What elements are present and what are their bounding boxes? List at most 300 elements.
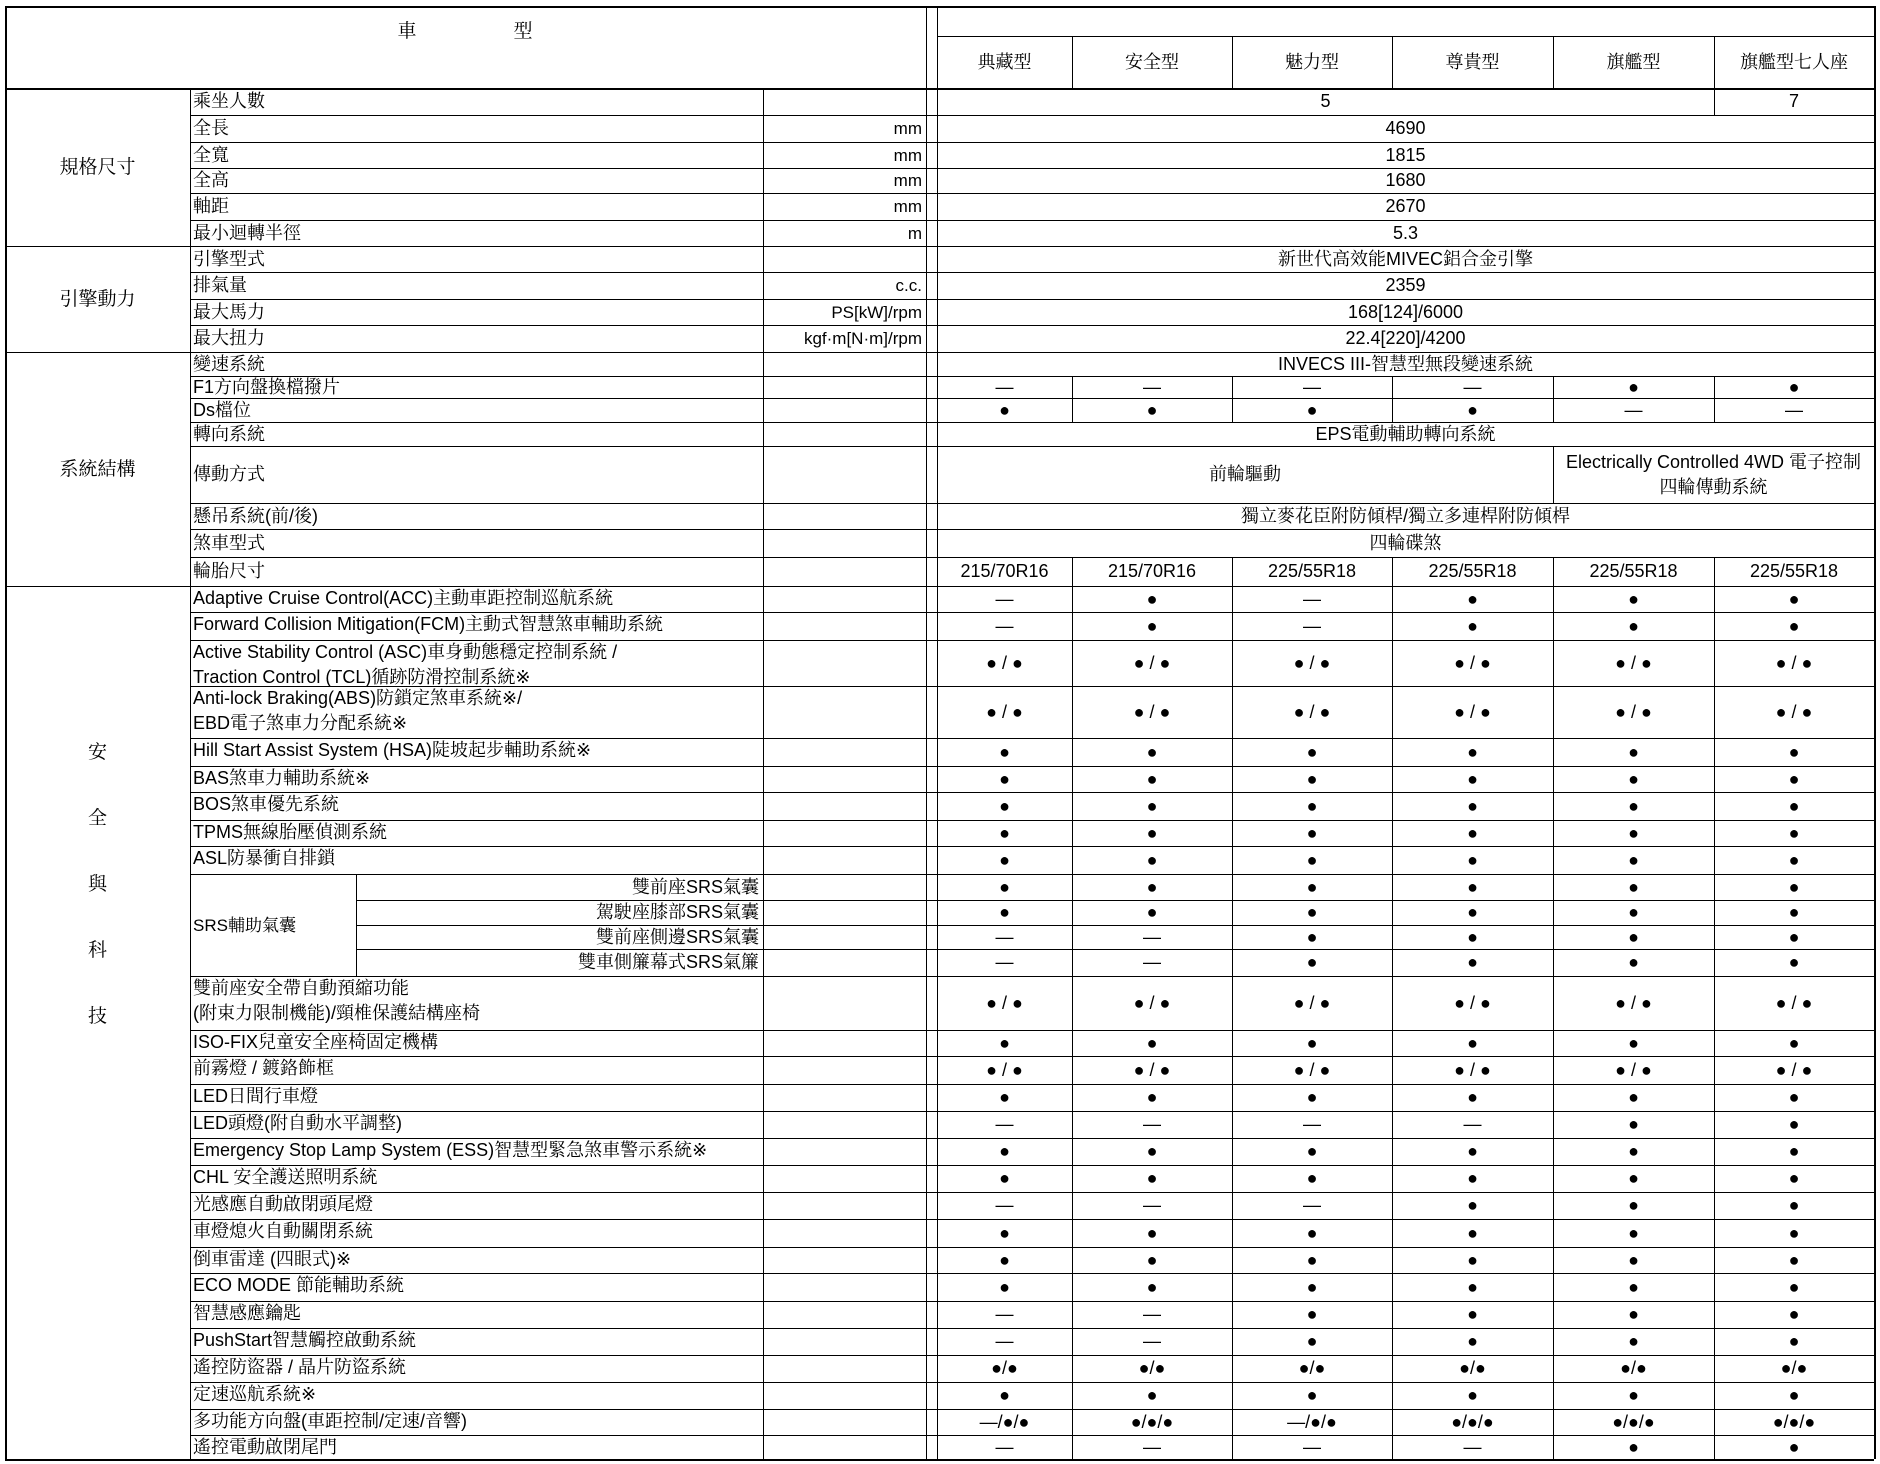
value-cell: ● bbox=[1628, 876, 1639, 897]
value-cell: ● bbox=[1628, 1195, 1639, 1215]
value-cell: ● bbox=[1788, 849, 1800, 870]
value-cell: ● / ● bbox=[1133, 701, 1171, 722]
rule-h bbox=[190, 1084, 1874, 1085]
value-cell: ● bbox=[1146, 768, 1158, 789]
value-cell: ● bbox=[1788, 926, 1800, 947]
value-cell: ● / ● bbox=[1454, 992, 1491, 1013]
value-cell: ● bbox=[1146, 399, 1158, 420]
value-cell: — bbox=[1303, 588, 1321, 609]
rule-h bbox=[5, 586, 1874, 587]
text-line: ASL防暴衝自排鎖 bbox=[193, 848, 336, 868]
rule-h bbox=[190, 612, 1874, 613]
feature-name bbox=[190, 1219, 763, 1247]
value-cell: ● bbox=[1467, 1331, 1478, 1351]
value-cell: ● bbox=[1788, 1141, 1800, 1161]
text-line: LED日間行車燈 bbox=[193, 1086, 319, 1106]
value-cell-span: Electrically Controlled 4WD 電子控制四輪傳動系統 bbox=[1565, 451, 1862, 497]
rule-v bbox=[763, 352, 764, 586]
value-cell: ● bbox=[1628, 1114, 1639, 1134]
rule-v bbox=[190, 88, 191, 1459]
feature-name bbox=[190, 640, 763, 686]
rule-v bbox=[1553, 557, 1554, 586]
spec-name: Ds檔位 bbox=[193, 399, 251, 420]
value-cell: ● bbox=[1467, 822, 1478, 843]
value-cell: ● / ● bbox=[1454, 652, 1491, 673]
value-cell: ● bbox=[1467, 926, 1478, 947]
value-cell: ● bbox=[1788, 1304, 1800, 1324]
feature-name bbox=[190, 1382, 763, 1409]
value-cell: 225/55R18 bbox=[1267, 561, 1357, 581]
value-cell: ● bbox=[1467, 1304, 1478, 1324]
value-cell: — bbox=[1303, 615, 1321, 636]
text-line: 遙控防盜器 / 晶片防盜系統 bbox=[193, 1357, 407, 1377]
value-cell: — bbox=[1303, 1436, 1321, 1457]
value-cell: ●/●/● bbox=[1772, 1411, 1816, 1432]
trim-header: 典藏型 bbox=[977, 51, 1032, 72]
spec-unit bbox=[763, 88, 926, 115]
value-cell: ● bbox=[999, 876, 1010, 897]
spec-name: 乘坐人數 bbox=[193, 91, 265, 111]
value-cell: — bbox=[1143, 1331, 1161, 1351]
text-line: 多功能方向盤(車距控制/定速/音響) bbox=[193, 1411, 467, 1431]
value-cell-span: INVECS III-智慧型無段變速系統 bbox=[1277, 353, 1533, 374]
value-cell: ● bbox=[999, 768, 1010, 789]
table-title-car-model bbox=[5, 6, 926, 88]
value-cell: ● bbox=[1467, 1168, 1478, 1188]
text-line: (附束力限制機能)/頸椎保護結構座椅 bbox=[193, 1003, 480, 1023]
value-cell: ● bbox=[1628, 1385, 1639, 1405]
value-cell: ● bbox=[1467, 1087, 1478, 1107]
value-cell: — bbox=[995, 1114, 1014, 1134]
rule-v bbox=[1553, 446, 1554, 503]
value-cell: ● / ● bbox=[1133, 652, 1171, 673]
rule-h bbox=[190, 1111, 1874, 1112]
rule-h bbox=[190, 1165, 1874, 1166]
rule-v bbox=[1714, 36, 1715, 88]
text-line: 遙控電動啟閉尾門 bbox=[193, 1437, 337, 1457]
value-cell: ● bbox=[1306, 1168, 1318, 1188]
value-cell: ● bbox=[1628, 1087, 1639, 1107]
value-cell: ● bbox=[1306, 399, 1318, 420]
value-cell: — bbox=[995, 1331, 1014, 1351]
value-cell: ● / ● bbox=[1133, 992, 1171, 1013]
value-cell-span: 1680 bbox=[1385, 170, 1426, 190]
value-cell: ● / ● bbox=[1293, 992, 1331, 1013]
value-cell: ● bbox=[999, 1032, 1010, 1053]
value-cell: 225/55R18 bbox=[1589, 561, 1678, 581]
text-line: ECO MODE 節能輔助系統 bbox=[193, 1275, 405, 1295]
feature-name bbox=[190, 1409, 763, 1435]
value-cell-span: 22.4[220]/4200 bbox=[1345, 328, 1466, 348]
spec-name: 煞車型式 bbox=[193, 532, 265, 553]
rule-h bbox=[5, 88, 1874, 90]
category-char: 科 bbox=[87, 939, 107, 961]
value-cell: ●/● bbox=[1620, 1358, 1647, 1378]
feature-name bbox=[190, 1355, 763, 1382]
rule-h bbox=[190, 1328, 1874, 1329]
value-cell: ● / ● bbox=[1454, 1059, 1491, 1080]
feature-name bbox=[190, 1165, 763, 1192]
value-cell: — bbox=[995, 1436, 1014, 1457]
value-cell: 215/70R16 bbox=[1107, 561, 1197, 581]
value-cell: ● bbox=[999, 1385, 1010, 1405]
value-cell: ● / ● bbox=[1775, 701, 1813, 722]
rule-v bbox=[356, 874, 357, 976]
value-cell: ● bbox=[1467, 588, 1478, 609]
spec-name: 變速系統 bbox=[193, 353, 265, 374]
value-cell: ● bbox=[1467, 1249, 1478, 1270]
value-cell: ● bbox=[1306, 795, 1318, 816]
rule-h bbox=[190, 503, 1874, 504]
value-cell: ● / ● bbox=[1615, 652, 1652, 673]
value-cell: ● / ● bbox=[1775, 652, 1813, 673]
value-cell: ● bbox=[1628, 376, 1639, 397]
text-line: 光感應自動啟閉頭尾燈 bbox=[193, 1194, 373, 1214]
value-cell: ● bbox=[1788, 1087, 1800, 1107]
value-cell: — bbox=[995, 615, 1014, 636]
rule-h bbox=[356, 949, 1874, 950]
value-cell: ● bbox=[1306, 926, 1318, 947]
value-cell: ● bbox=[1788, 902, 1800, 922]
rule-h bbox=[190, 792, 1874, 793]
feature-name bbox=[190, 586, 763, 612]
value-cell: ● bbox=[1467, 615, 1478, 636]
value-cell: ● bbox=[1306, 1385, 1318, 1405]
text-line: Hill Start Assist System (HSA)陡坡起步輔助系統※ bbox=[193, 740, 592, 760]
value-cell: ● bbox=[1306, 1249, 1318, 1270]
value-cell: ●/● bbox=[1459, 1358, 1486, 1378]
srs-group-label: SRS輔助氣囊 bbox=[193, 915, 296, 935]
category-system: 系統結構 bbox=[59, 458, 136, 480]
spec-unit: c.c. bbox=[895, 276, 922, 295]
spec-name: 懸吊系統(前/後) bbox=[193, 505, 318, 526]
rule-h bbox=[190, 1355, 1874, 1356]
value-cell: ● bbox=[1146, 1168, 1158, 1188]
category-char: 技 bbox=[87, 1005, 107, 1027]
rule-v bbox=[1072, 36, 1073, 88]
rule-h bbox=[190, 1273, 1874, 1274]
srs-item-name: 駕駛座膝部SRS氣囊 bbox=[595, 902, 759, 922]
value-cell: ● bbox=[1146, 902, 1158, 922]
value-cell: ● bbox=[1146, 1222, 1158, 1243]
rule-v bbox=[763, 586, 764, 1459]
value-cell: ● bbox=[999, 902, 1010, 922]
trim-header: 魅力型 bbox=[1285, 51, 1339, 72]
feature-name bbox=[190, 1301, 763, 1328]
value-cell: ● bbox=[1306, 1222, 1318, 1243]
feature-name bbox=[190, 738, 763, 766]
value-cell: ● / ● bbox=[1615, 1059, 1652, 1080]
rule-h bbox=[190, 557, 1874, 558]
srs-item-name: 雙車側簾幕式SRS氣簾 bbox=[577, 952, 759, 972]
value-cell: ● bbox=[999, 1168, 1010, 1188]
value-cell: ● bbox=[1467, 1195, 1478, 1215]
value-cell: ● bbox=[1628, 1249, 1639, 1270]
value-cell: ● bbox=[1306, 849, 1318, 870]
value-cell: ● bbox=[1628, 588, 1639, 609]
value-cell: ● bbox=[1467, 902, 1478, 922]
rule-h bbox=[5, 1459, 1874, 1461]
rule-h bbox=[190, 820, 1874, 821]
value-cell: ● bbox=[1146, 849, 1158, 870]
trim-header: 旗艦型 bbox=[1606, 51, 1661, 72]
value-cell: ● bbox=[1628, 822, 1639, 843]
value-cell: ● bbox=[1467, 1032, 1478, 1053]
value-cell: ● bbox=[1306, 1304, 1318, 1324]
spec-name: 軸距 bbox=[193, 196, 229, 216]
rule-h bbox=[190, 299, 1874, 300]
rule-h bbox=[190, 976, 1874, 977]
spec-name: 全高 bbox=[193, 170, 229, 190]
text-line: BOS煞車優先系統 bbox=[193, 794, 340, 814]
rule-v bbox=[1553, 586, 1554, 1459]
spec-unit: PS[kW]/rpm bbox=[831, 302, 922, 322]
value-cell: — bbox=[1303, 1195, 1321, 1215]
feature-name bbox=[190, 1084, 763, 1111]
value-cell: ● bbox=[1628, 1141, 1639, 1161]
value-cell: 215/70R16 bbox=[960, 561, 1049, 581]
value-cell: —/●/● bbox=[1287, 1411, 1337, 1432]
rule-h bbox=[190, 168, 1874, 169]
text-line: BAS煞車力輔助系統※ bbox=[193, 768, 371, 788]
value-cell: — bbox=[995, 926, 1014, 947]
value-cell: ● bbox=[1467, 1141, 1478, 1161]
spec-name: 轉向系統 bbox=[193, 423, 265, 444]
value-cell: ●/● bbox=[1138, 1358, 1166, 1378]
value-cell: ● bbox=[1788, 1222, 1800, 1243]
value-cell: ● bbox=[1467, 741, 1478, 762]
feature-name bbox=[190, 1030, 763, 1056]
rule-h bbox=[190, 376, 1874, 377]
value-cell: ● bbox=[1306, 902, 1318, 922]
feature-name bbox=[190, 1273, 763, 1301]
srs-item-name: 雙前座側邊SRS氣囊 bbox=[595, 926, 759, 947]
value-cell-span: 四輪碟煞 bbox=[1369, 532, 1442, 553]
value-cell: ● bbox=[1146, 741, 1158, 762]
value-cell: ● / ● bbox=[986, 1059, 1023, 1080]
text-line: ISO-FIX兒童安全座椅固定機構 bbox=[193, 1032, 439, 1052]
value-cell: — bbox=[1624, 399, 1643, 420]
value-cell: ● bbox=[1467, 1276, 1478, 1297]
value-cell: ● bbox=[1306, 1141, 1318, 1161]
category-char: 全 bbox=[87, 807, 107, 829]
trim-header: 尊貴型 bbox=[1445, 51, 1500, 72]
trim-header: 旗艦型七人座 bbox=[1740, 51, 1848, 72]
rule-v bbox=[1714, 88, 1715, 115]
rule-h bbox=[190, 1409, 1874, 1410]
feature-name bbox=[190, 612, 763, 640]
value-cell-span: 2359 bbox=[1385, 275, 1426, 295]
value-cell: 225/55R18 bbox=[1428, 561, 1517, 581]
value-cell: ● bbox=[1788, 1114, 1800, 1134]
text-line: Anti-lock Braking(ABS)防鎖定煞車系統※/ bbox=[193, 688, 523, 708]
spec-name: 最大扭力 bbox=[193, 328, 265, 348]
value-cell: ● / ● bbox=[986, 992, 1023, 1013]
value-cell: — bbox=[1143, 1195, 1161, 1215]
value-cell: — bbox=[1463, 1436, 1482, 1457]
rule-v bbox=[1072, 376, 1073, 422]
value-cell: ● bbox=[999, 1141, 1010, 1161]
rule-h bbox=[190, 846, 1874, 847]
value-cell: ● bbox=[999, 1222, 1010, 1243]
text-line: Forward Collision Mitigation(FCM)主動式智慧煞車輔助系統 bbox=[193, 614, 664, 634]
srs-item-name: 雙前座SRS氣囊 bbox=[631, 876, 759, 897]
value-cell: ● bbox=[1628, 1276, 1639, 1297]
value-cell: — bbox=[1303, 1114, 1321, 1134]
value-cell: ● bbox=[1306, 768, 1318, 789]
rule-h bbox=[190, 1435, 1874, 1436]
rule-h bbox=[190, 686, 1874, 687]
value-cell: ● bbox=[1146, 1032, 1158, 1053]
value-cell: — bbox=[1303, 376, 1321, 397]
rule-h bbox=[190, 1192, 1874, 1193]
value-cell: ● / ● bbox=[1293, 652, 1331, 673]
rule-h bbox=[190, 1030, 1874, 1031]
value-cell-span: 前輪驅動 bbox=[1209, 464, 1281, 484]
feature-name bbox=[190, 1138, 763, 1165]
rule-h bbox=[356, 900, 1874, 901]
rule-h bbox=[356, 925, 1874, 926]
category-char: 安 bbox=[87, 741, 107, 763]
value-cell: 7 bbox=[1788, 91, 1799, 111]
spec-unit: mm bbox=[893, 197, 922, 216]
value-cell: ● bbox=[1146, 1249, 1158, 1270]
value-cell: ● bbox=[999, 741, 1010, 762]
value-cell: ● / ● bbox=[1293, 1059, 1331, 1080]
category-char: 與 bbox=[87, 873, 107, 895]
category-safety-tech bbox=[5, 586, 190, 1459]
feature-name bbox=[190, 686, 763, 738]
value-cell: ● bbox=[1788, 741, 1800, 762]
text-line: 倒車雷達 (四眼式)※ bbox=[193, 1249, 352, 1269]
rule-h bbox=[190, 193, 1874, 194]
rule-v bbox=[1232, 36, 1233, 88]
value-cell: ● / ● bbox=[986, 652, 1023, 673]
spec-unit: mm bbox=[893, 171, 922, 190]
rule-v bbox=[1874, 6, 1876, 1459]
feature-name bbox=[190, 1056, 763, 1084]
value-cell: ● bbox=[999, 1249, 1010, 1270]
rule-h bbox=[190, 220, 1874, 221]
text-line: 前霧燈 / 鍍鉻飾框 bbox=[193, 1058, 335, 1078]
value-cell: ● bbox=[1628, 615, 1639, 636]
spec-unit: kgf·m[N·m]/rpm bbox=[803, 329, 922, 348]
value-cell-span: 2670 bbox=[1385, 196, 1426, 216]
value-cell: ● bbox=[1467, 795, 1478, 816]
rule-h bbox=[190, 766, 1874, 767]
value-cell: ● bbox=[1146, 1087, 1158, 1107]
value-cell: ● bbox=[1306, 1276, 1318, 1297]
value-cell: — bbox=[1143, 952, 1161, 972]
value-cell: ● bbox=[1788, 1436, 1800, 1457]
text-line: Active Stability Control (ASC)車身動態穩定控制系統 / bbox=[193, 642, 618, 662]
feature-name bbox=[190, 1435, 763, 1459]
rule-h bbox=[937, 36, 1874, 37]
value-cell: 225/55R18 bbox=[1749, 561, 1839, 581]
value-cell: ● / ● bbox=[1454, 701, 1491, 722]
text-line: CHL 安全護送照明系統 bbox=[193, 1167, 378, 1187]
value-cell-span: 5 bbox=[1320, 91, 1331, 111]
spec-name: 輪胎尺寸 bbox=[193, 561, 265, 581]
value-cell: ● bbox=[1146, 795, 1158, 816]
value-cell: ● bbox=[1467, 1385, 1478, 1405]
spec-name: F1方向盤換檔撥片 bbox=[193, 376, 341, 397]
value-cell: ● bbox=[1788, 1331, 1800, 1351]
value-cell: ● bbox=[1628, 1168, 1639, 1188]
value-cell: ● bbox=[1306, 741, 1318, 762]
text-line: PushStart智慧觸控啟動系統 bbox=[193, 1330, 417, 1350]
value-cell: ● bbox=[1628, 902, 1639, 922]
feature-name bbox=[190, 1247, 763, 1273]
value-cell: ● bbox=[999, 822, 1010, 843]
value-cell: — bbox=[1463, 376, 1482, 397]
value-cell: ● bbox=[1146, 1276, 1158, 1297]
value-cell: ● bbox=[1306, 1087, 1318, 1107]
rule-v bbox=[1714, 557, 1715, 586]
spec-name: 引擎型式 bbox=[193, 248, 265, 269]
value-cell: ●/● bbox=[1298, 1358, 1326, 1378]
value-cell: ● bbox=[1788, 1385, 1800, 1405]
feature-name bbox=[190, 792, 763, 820]
value-cell-span: EPS電動輔助轉向系統 bbox=[1315, 423, 1496, 444]
value-cell: — bbox=[1143, 926, 1161, 947]
feature-name bbox=[190, 766, 763, 792]
value-cell: ● bbox=[1628, 741, 1639, 762]
value-cell: — bbox=[995, 952, 1014, 972]
rule-h bbox=[190, 422, 1874, 423]
value-cell: ● bbox=[1788, 768, 1800, 789]
rule-h bbox=[190, 272, 1874, 273]
value-cell: — bbox=[1143, 1436, 1161, 1457]
value-cell: — bbox=[995, 1195, 1014, 1215]
value-cell: ● bbox=[1788, 376, 1800, 397]
rule-v bbox=[1392, 36, 1393, 88]
title-char: 車 bbox=[397, 20, 418, 42]
value-cell: ● bbox=[1306, 1331, 1318, 1351]
rule-h bbox=[5, 246, 1874, 247]
spec-unit: mm bbox=[893, 145, 922, 165]
feature-name bbox=[190, 1192, 763, 1219]
trim-header: 安全型 bbox=[1125, 51, 1179, 72]
value-cell: ● bbox=[1467, 849, 1478, 870]
feature-name bbox=[190, 820, 763, 846]
rule-v bbox=[1553, 376, 1554, 422]
value-cell: ● bbox=[1788, 876, 1800, 897]
value-cell: — bbox=[995, 376, 1014, 397]
value-cell: — bbox=[1463, 1114, 1482, 1134]
value-cell: ● bbox=[1628, 926, 1639, 947]
rule-h bbox=[190, 1382, 1874, 1383]
value-cell-span: 1815 bbox=[1385, 144, 1426, 165]
spec-name: 最小迴轉半徑 bbox=[193, 222, 301, 243]
rule-v bbox=[1232, 557, 1233, 586]
rule-h bbox=[190, 1247, 1874, 1248]
spec-unit bbox=[763, 246, 926, 272]
value-cell-span: 4690 bbox=[1385, 118, 1426, 138]
value-cell: — bbox=[995, 1304, 1014, 1324]
rule-v bbox=[1232, 586, 1233, 1459]
title-char: 型 bbox=[513, 20, 534, 42]
value-cell: ● bbox=[999, 1276, 1010, 1297]
value-cell: ● bbox=[1788, 822, 1800, 843]
value-cell: ● bbox=[1788, 1032, 1800, 1053]
text-line: TPMS無線胎壓偵測系統 bbox=[193, 822, 388, 842]
value-cell: ● bbox=[1628, 952, 1639, 972]
value-cell: ● bbox=[1788, 952, 1800, 972]
value-cell: ●/●/● bbox=[1612, 1411, 1655, 1432]
text-line: LED頭燈(附自動水平調整) bbox=[193, 1113, 403, 1133]
value-cell: — bbox=[1143, 1114, 1161, 1134]
